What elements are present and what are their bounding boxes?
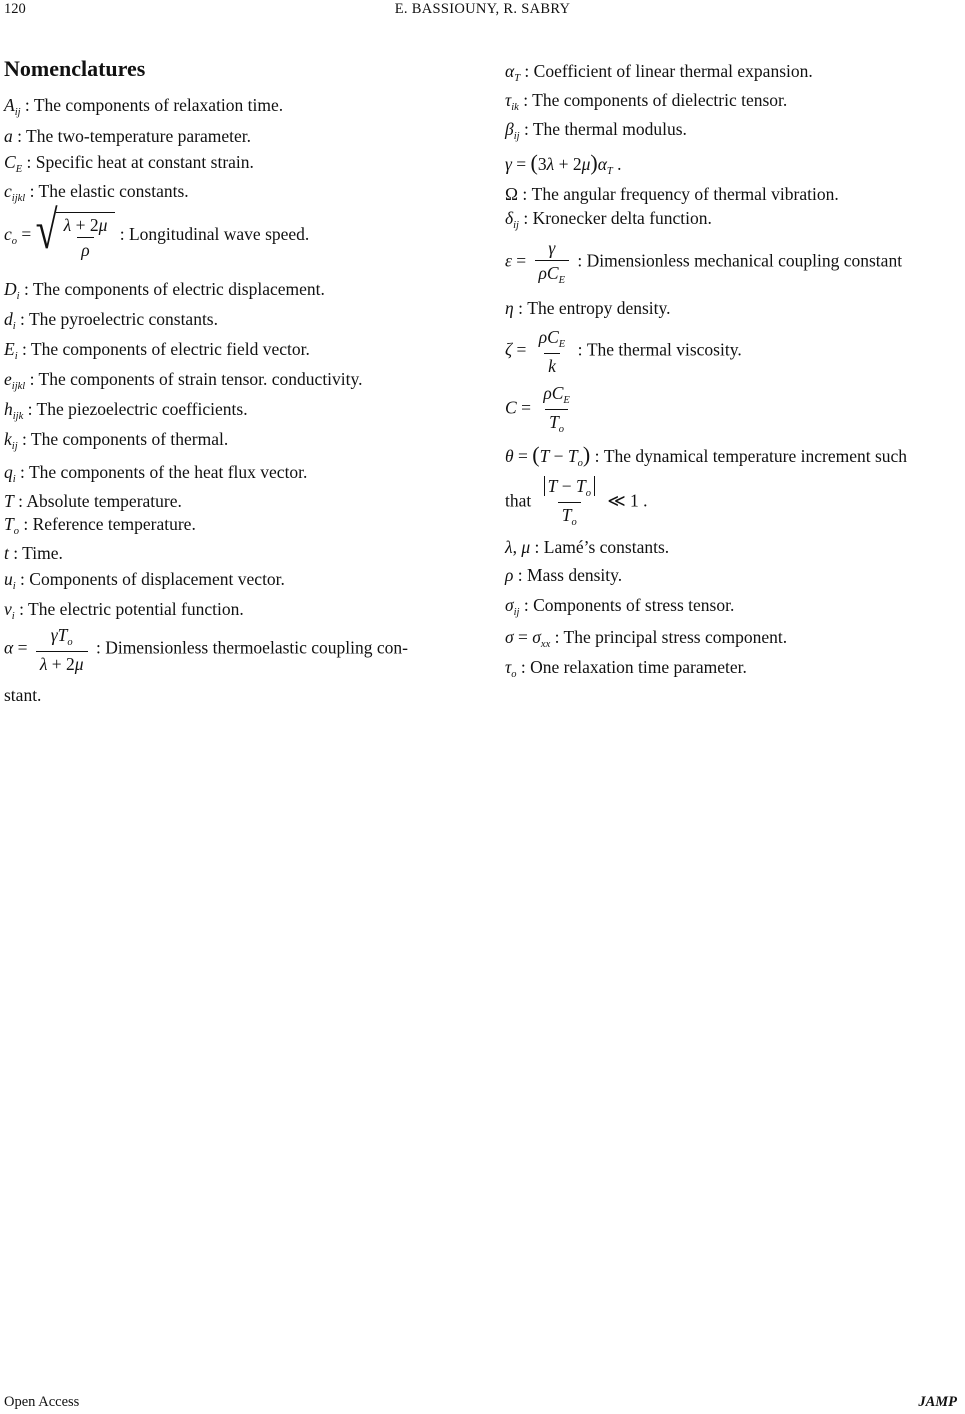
open-access-label: Open Access	[4, 1394, 80, 1410]
section-title: Nomenclatures	[4, 56, 146, 81]
entry-h: $h_{ijk}$ : The piezoelectric coefficients.	[4, 399, 248, 422]
entry-q: $q_i$ : The components of the heat flux vector.	[4, 462, 308, 485]
entry-theta: $\theta = (T - T_o)$ : The dynamical temperature increment such	[505, 442, 908, 469]
entry-epsilon: ε = $\frac{\gamma}{\rho C_E}$ : Dimensionless mechanical coupling constant	[505, 238, 903, 287]
entry-d: $d_i$ : The pyroelectric constants.	[4, 309, 218, 332]
entry-e: $e_{ijkl}$ : The components of strain tensor. conductivity.	[4, 369, 363, 392]
entry-c: $c_{ijkl}$ : The elastic constants.	[4, 181, 189, 204]
entry-alphaT: $\alpha_T$ : Coefficient of linear thermal expansion.	[505, 61, 813, 84]
entry-co: $c_o$ = √ $\frac{\lambda + 2\mu}{\rho}$ : Longitudinal wave speed.	[4, 199, 310, 261]
entry-alpha: α = $\frac{\gamma T_o}{\lambda + 2\mu}$ : Dimensionless thermoelastic coupling con-	[4, 625, 408, 675]
journal-name: JAMP	[918, 1394, 957, 1410]
entry-CE: $C_E$ : Specific heat at constant strain.	[4, 152, 254, 175]
page-number: 120	[4, 1, 26, 17]
entry-C: C = $\frac{\rho C_E}{T_o}$	[505, 383, 570, 436]
entry-D: $D_i$ : The components of electric displacement.	[4, 279, 325, 302]
page-footer	[0, 1394, 965, 1414]
entry-eta: η : The entropy density.	[505, 298, 671, 318]
entry-delta: $\delta_{ij}$ : Kronecker delta function.	[505, 208, 712, 231]
entry-alpha-continued: stant.	[4, 685, 42, 705]
entry-a: a : The two-temperature parameter.	[4, 126, 251, 146]
entry-t: t : Time.	[4, 543, 63, 563]
entry-k: $k_{ij}$ : The components of thermal.	[4, 429, 229, 452]
entry-Omega: Ω : The angular frequency of thermal vibration.	[505, 184, 839, 204]
entry-To: $T_o$ : Reference temperature.	[4, 514, 196, 537]
page-header	[0, 0, 965, 24]
entry-A: $A_{ij}$ : The components of relaxation time.	[4, 95, 284, 118]
entry-theta-condition: that $\frac{T - T_o}{T_o}$ ≪ 1 .	[505, 476, 648, 529]
entry-tau: $\tau_{ik}$ : The components of dielectric tensor.	[505, 90, 788, 113]
entry-lame: λ, μ : Lamé’s constants.	[505, 537, 670, 557]
entry-sigma: $\sigma = \sigma_{xx}$ : The principal stress component.	[505, 627, 788, 650]
entry-rho: ρ : Mass density.	[505, 565, 623, 585]
entry-zeta: ζ = $\frac{\rho C_E}{k}$ : The thermal viscosity.	[505, 327, 742, 377]
running-authors: E. BASSIOUNY, R. SABRY	[394, 1, 571, 17]
entry-sigma-ij: $\sigma_{ij}$ : Components of stress tensor.	[505, 595, 735, 618]
entry-E: $E_i$ : The components of electric field vector.	[4, 339, 310, 362]
entry-gamma: $\gamma = (3\lambda + 2\mu)\alpha_T$ .	[505, 150, 622, 177]
entry-T: T : Absolute temperature.	[4, 491, 182, 511]
entry-beta: $\beta_{ij}$ : The thermal modulus.	[505, 119, 687, 142]
entry-tau-o: $\tau_o$ : One relaxation time parameter.	[505, 657, 747, 680]
entry-u: $u_i$ : Components of displacement vector.	[4, 569, 285, 592]
sqrt-expression: √ $\frac{\lambda + 2\mu}{\rho}$	[36, 212, 116, 260]
entry-v: $v_i$ : The electric potential function.	[4, 599, 244, 622]
